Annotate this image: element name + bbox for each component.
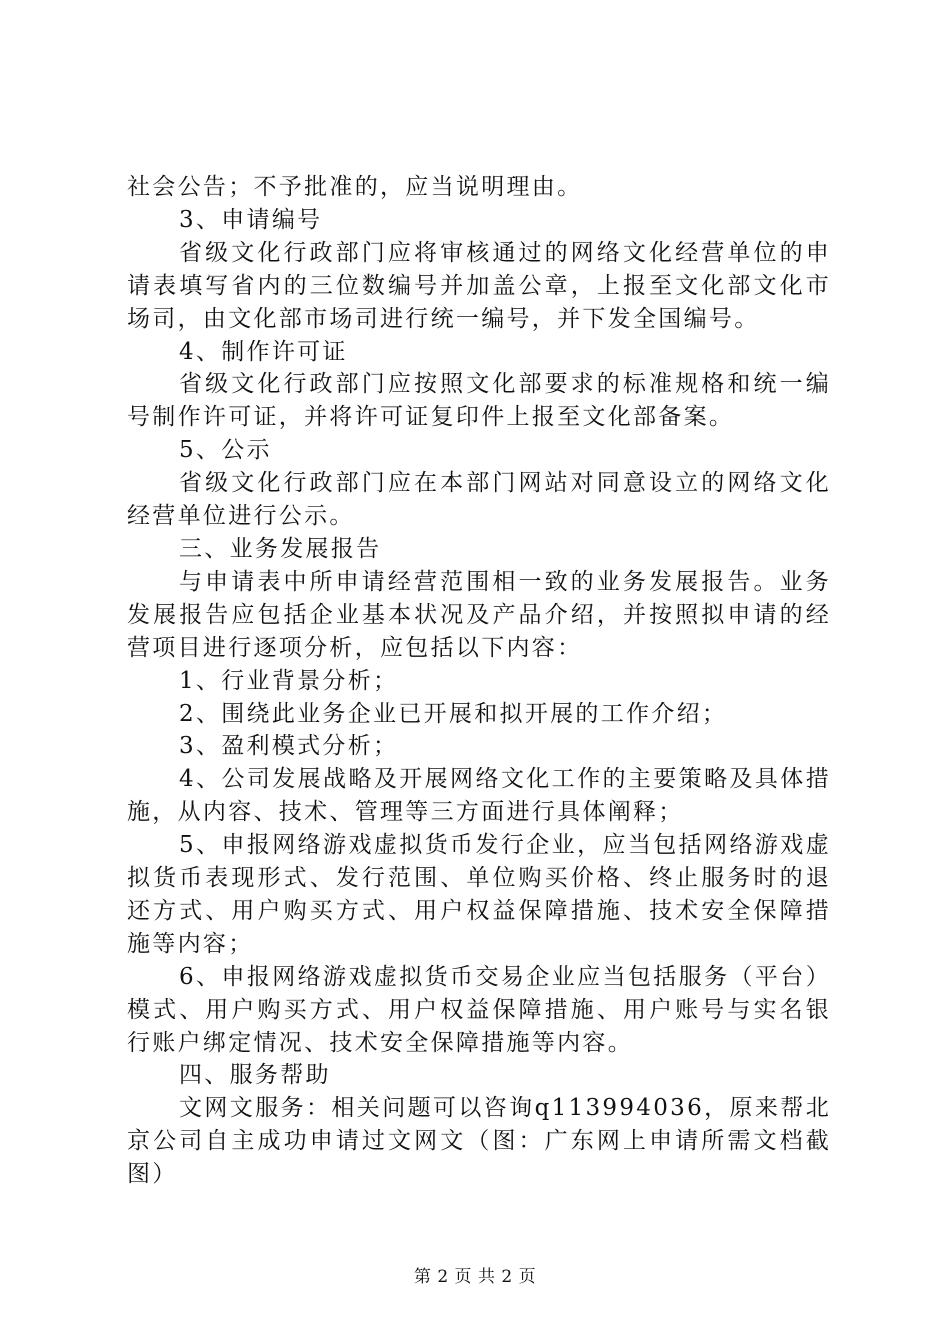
- paragraph: 与申请表中所申请经营范围相一致的业务发展报告。业务发展报告应包括企业基本状况及产品介绍，并按照拟申请的经营项目进行逐项分析，应包括以下内容：: [127, 568, 831, 661]
- page-footer: 第 2 页 共 2 页: [413, 1267, 537, 1287]
- section-heading: 三、业务发展报告: [179, 535, 382, 562]
- section-heading: 4、制作许可证: [179, 338, 348, 365]
- section-heading: 四、服务帮助: [179, 1062, 331, 1089]
- list-item: 1、行业背景分析；: [179, 667, 399, 694]
- paragraph: 文网文服务：相关问题可以咨询q113994036，原来帮北京公司自主成功申请过文网文（图：广东网上申请所需文档截图）: [127, 1095, 831, 1188]
- list-item: 4、公司发展战略及开展网络文化工作的主要策略及具体措施，从内容、技术、管理等三方面进行具体阐释；: [127, 766, 831, 826]
- section-heading: 3、申请编号: [179, 206, 323, 233]
- section-heading: 5、公示: [179, 437, 272, 464]
- list-item: 2、围绕此业务企业已开展和拟开展的工作介绍；: [179, 700, 728, 727]
- paragraph: 社会公告；不予批准的，应当说明理由。: [127, 174, 583, 200]
- paragraph: 省级文化行政部门应在本部门网站对同意设立的网络文化经营单位进行公示。: [127, 470, 831, 530]
- list-item: 6、申报网络游戏虚拟货币交易企业应当包括服务（平台）模式、用户购买方式、用户权益保障措施、用户账号与实名银行账户绑定情况、技术安全保障措施等内容。: [127, 963, 831, 1056]
- paragraph: 省级文化行政部门应按照文化部要求的标准规格和统一编号制作许可证，并将许可证复印件上报至文化部备案。: [127, 371, 831, 431]
- list-item: 5、申报网络游戏虚拟货币发行企业，应当包括网络游戏虚拟货币表现形式、发行范围、单位购买价格、终止服务时的退还方式、用户购买方式、用户权益保障措施、技术安全保障措施等内容；: [127, 832, 831, 957]
- list-item: 3、盈利模式分析；: [179, 733, 399, 760]
- paragraph: 省级文化行政部门应将审核通过的网络文化经营单位的申请表填写省内的三位数编号并加盖公章，上报至文化部文化市场司，由文化部市场司进行统一编号，并下发全国编号。: [127, 239, 831, 332]
- document-body: [127, 171, 831, 1191]
